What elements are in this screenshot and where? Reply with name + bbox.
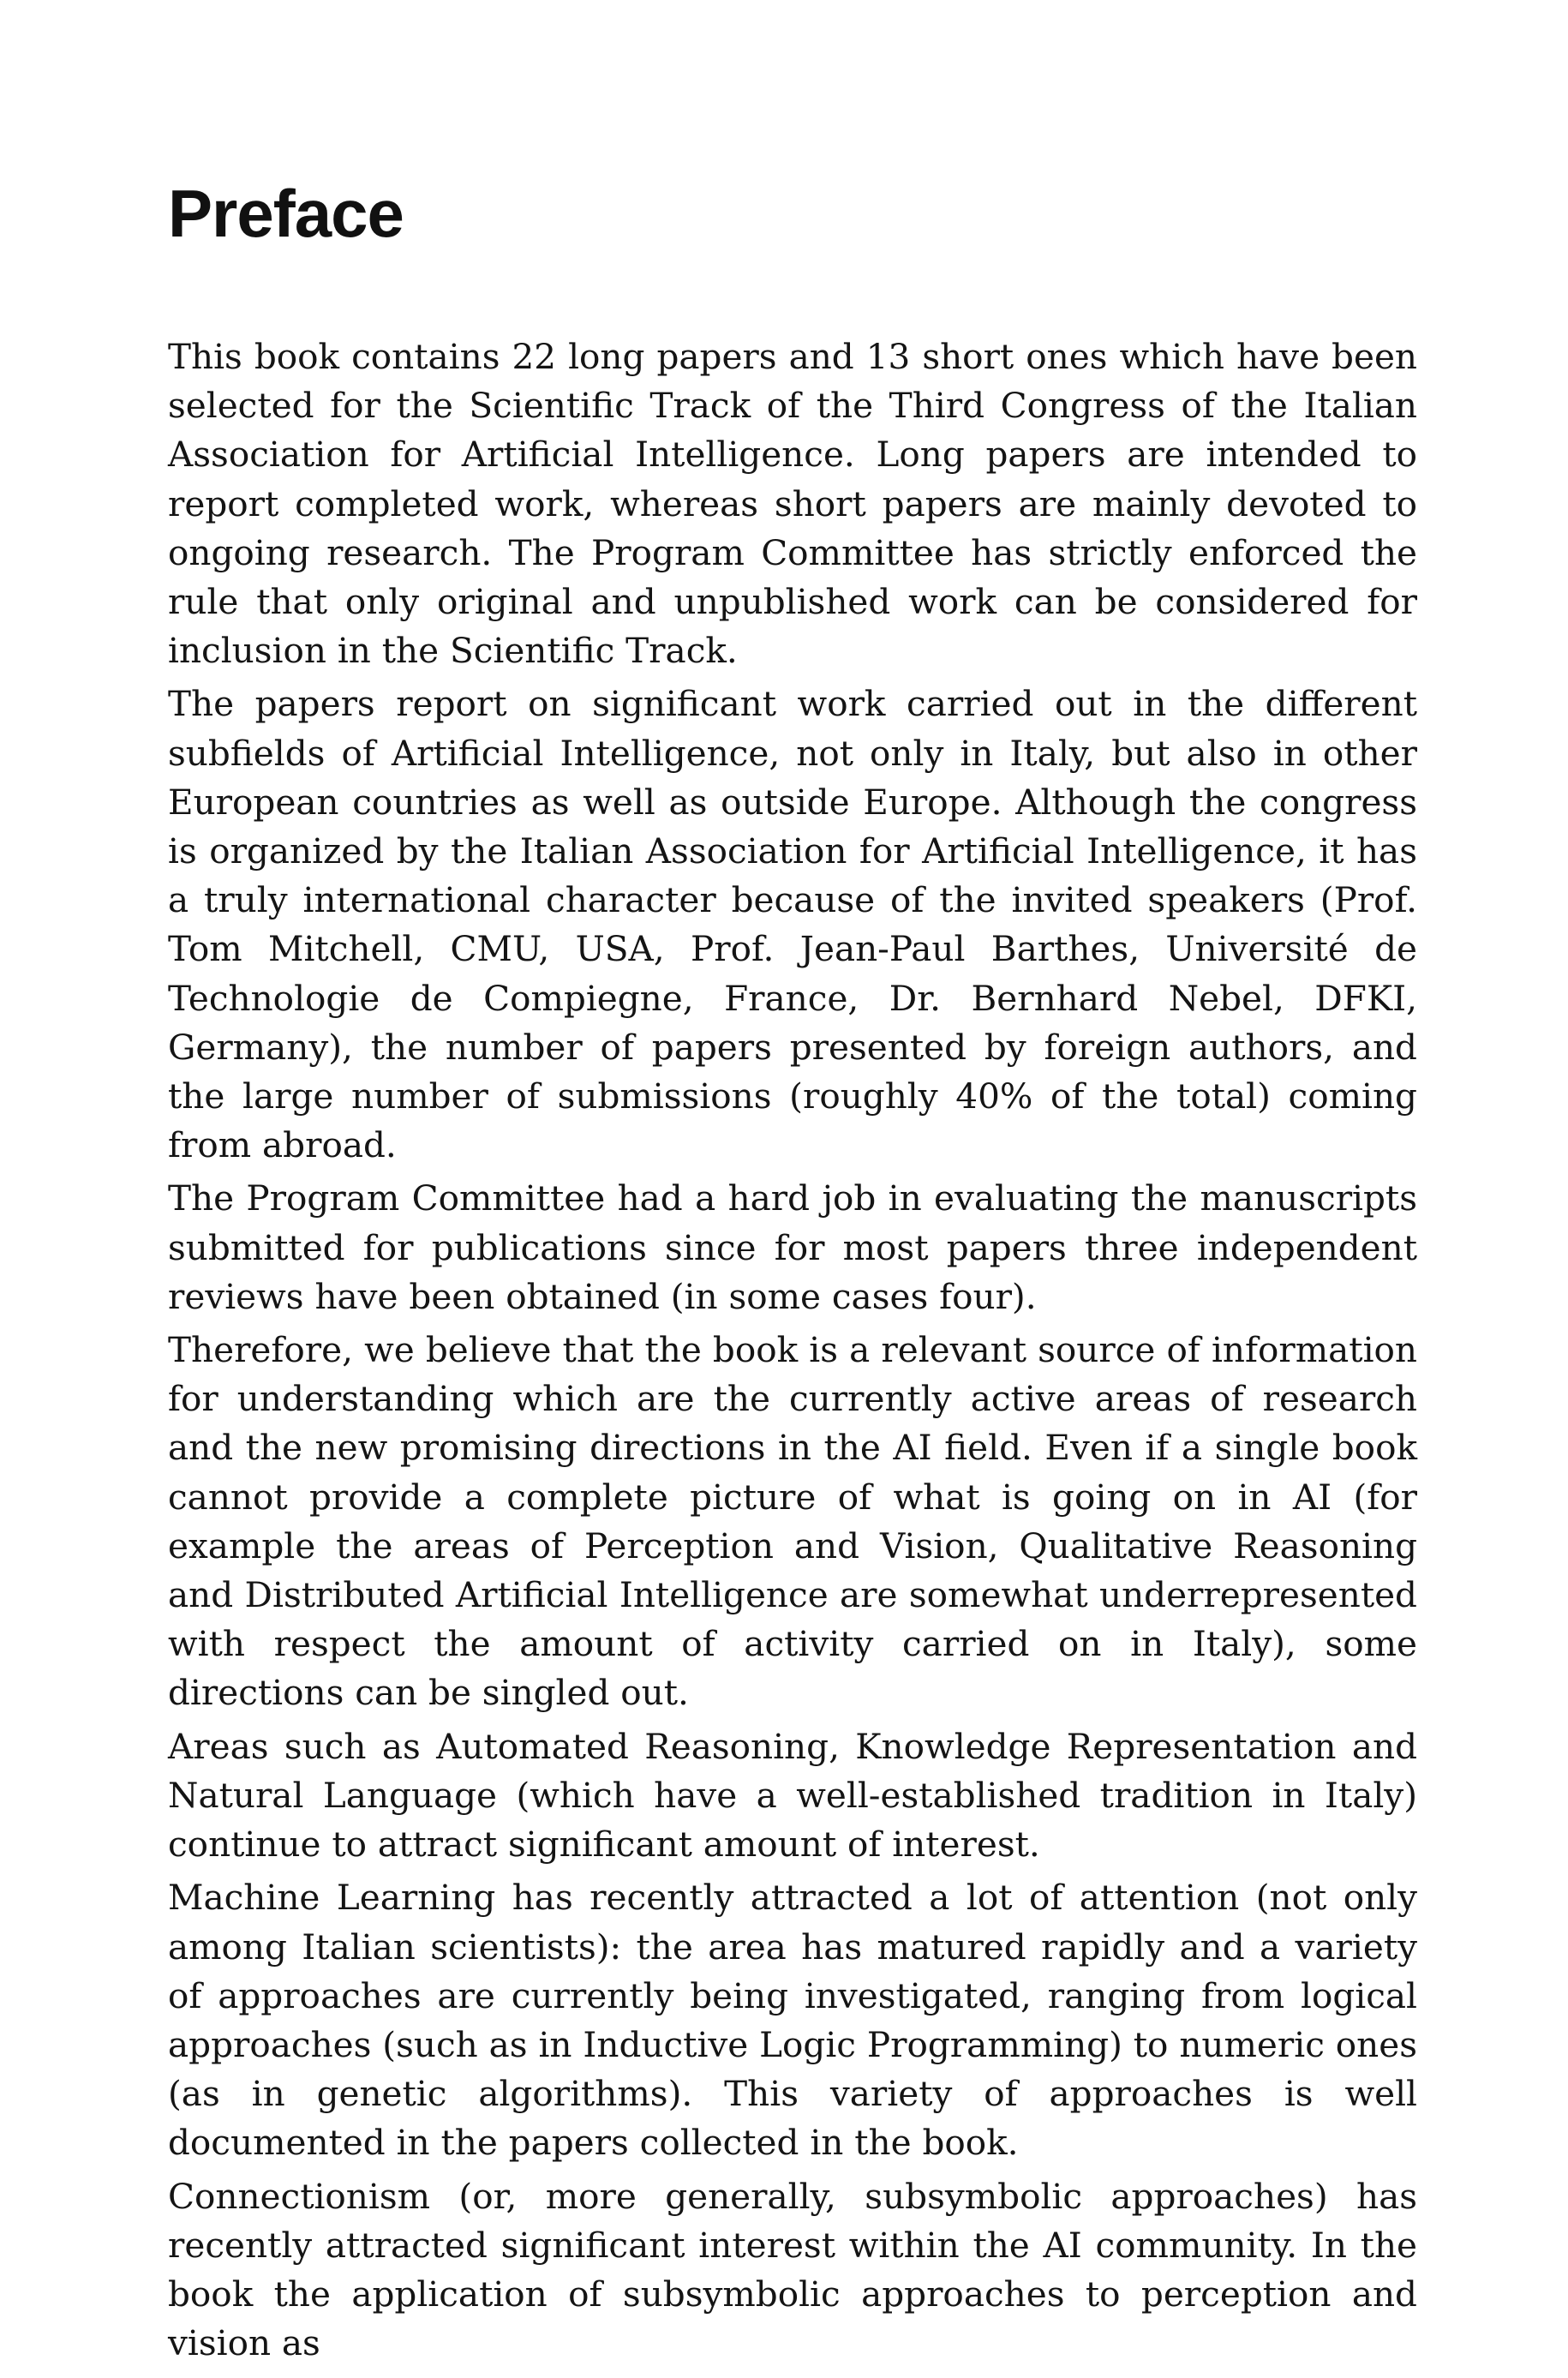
paragraph-4: Therefore, we believe that the book is a relevant source of information for understanding which are the currently active areas of research and the new promising directions in the AI field. Even if a single book cannot provide a complete picture of what is going on in AI (for example the areas of Perception and Vision, Qualitative Reasoning and Distributed Artificial Intelligence are somewhat underrepresented with respect the amount of activity carried on in Italy), some directions can be singled out.	[168, 1329, 1417, 1714]
paragraph-5: Areas such as Automated Reasoning, Knowledge Representation and Natural Language (which have a well-established tradition in Italy) continue to attract significant amount of interest.	[168, 1725, 1417, 1866]
paragraph-3: The Program Committee had a hard job in evaluating the manuscripts submitted for publications since for most papers three independent reviews have been obtained (in some cases four).	[168, 1177, 1417, 1317]
paragraph-6: Machine Learning has recently attracted a lot of attention (not only among Italian scientists): the area has matured rapidly and a variety of approaches are currently being investigated, ranging from logical approaches (such as in Inductive Logic Programming) to numeric ones (as in genetic algorithms). This variety of approaches is well documented in the papers collected in the book.	[168, 1877, 1417, 2164]
page-title: Preface	[168, 176, 404, 251]
paragraph-2: The papers report on significant work carried out in the different subfields of Artificial Intelligence, not only in Italy, but also in other European countries as well as outside Europe. Although the congress is organized by the Italian Association for Artificial Intelligence, it has a truly international character because of the invited speakers (Prof. Tom Mitchell, CMU, USA, Prof. Jean-Paul Barthes, Université de Technologie de Compiegne, France, Dr. Bernhard Nebel, DFKI, Germany), the number of papers presented by foreign authors, and the large number of submissions (roughly 40% of the total) coming from abroad.	[168, 683, 1417, 1166]
paragraph-1: This book contains 22 long papers and 13 short ones which have been selected for the Scientific Track of the Third Congress of the Italian Association for Artificial Intelligence. Long papers are intended to report completed work, whereas short papers are mainly devoted to ongoing research. The Program Committee has strictly enforced the rule that only original and unpublished work can be considered for inclusion in the Scientific Track.	[168, 336, 1417, 672]
paragraph-7: Connectionism (or, more generally, subsymbolic approaches) has recently attracted significant interest within the AI community. In the book the application of subsymbolic approaches to perception and vision as	[168, 2175, 1417, 2364]
preface-body	[168, 332, 1417, 2372]
